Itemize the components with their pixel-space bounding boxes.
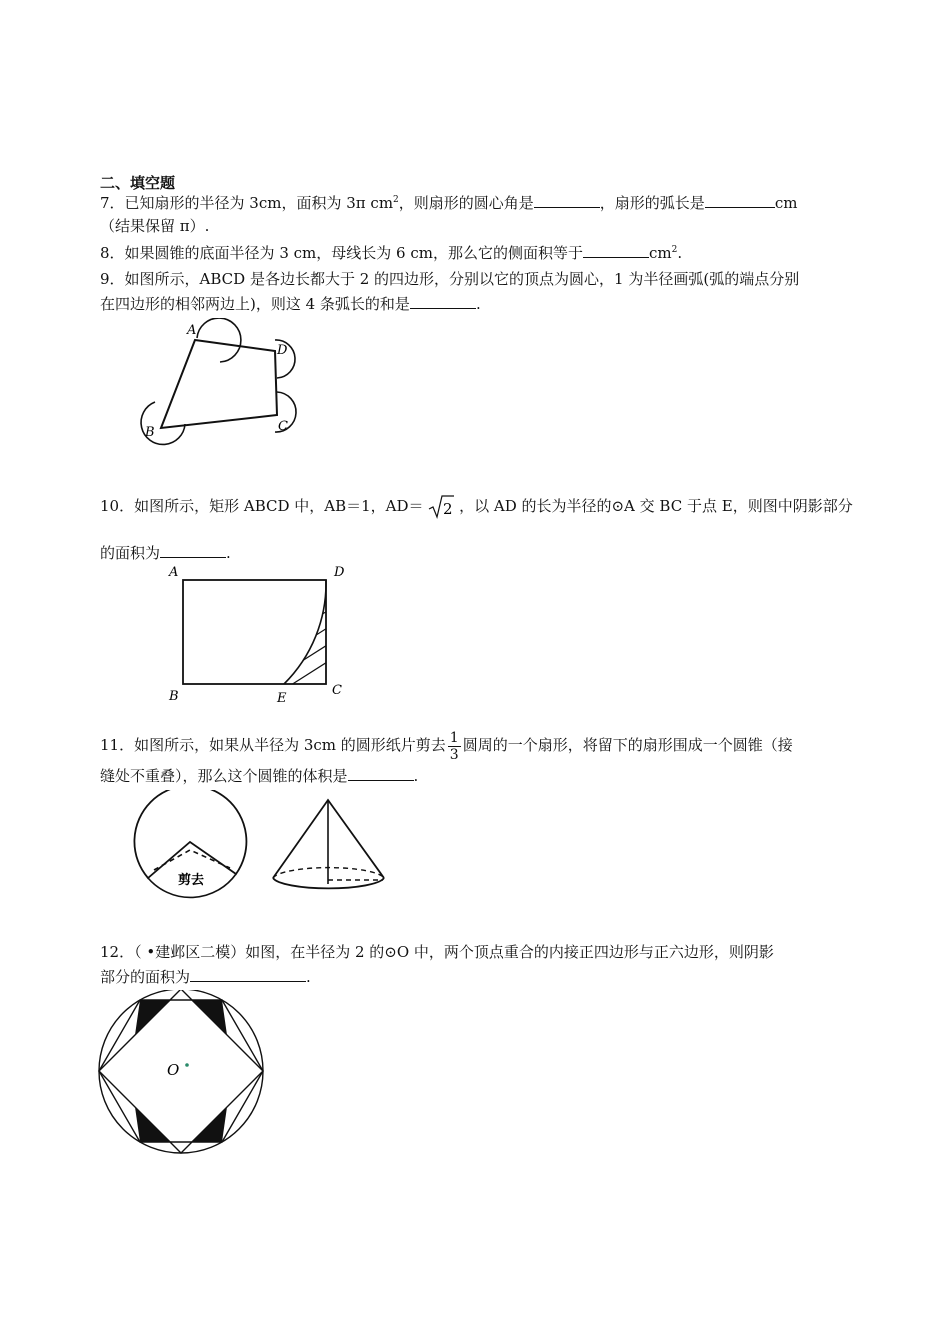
section-title: 二、填空题	[100, 174, 176, 192]
q9-label-b: B	[145, 425, 155, 440]
fraction-denominator: 3	[449, 746, 459, 763]
q10-text-b: ，以 AD 的长为半径的⊙A 交 BC 于点 E，则图中阴影部分	[459, 497, 853, 515]
q7-line1	[100, 193, 797, 213]
q10-sqrt-value: 2	[443, 500, 453, 518]
q12-line1: 12．（ •建邺区二模）如图，在半径为 2 的⊙O 中，两个顶点重合的内接正四边形与正六边形，则阴影	[100, 943, 774, 961]
q11-cut-label: 剪去	[178, 873, 205, 888]
q9-line1: 9．如图所示，ABCD 是各边长都大于 2 的四边形，分别以它的顶点为圆心，1 为半径画弧(弧的端点分别	[100, 270, 800, 288]
q11-blank[interactable]	[348, 766, 414, 781]
q9-blank[interactable]	[410, 294, 476, 309]
q12-blank[interactable]	[190, 967, 306, 982]
q11-text-a: 11．如图所示，如果从半径为 3cm 的圆形纸片剪去	[100, 736, 446, 754]
q8-blank[interactable]	[583, 243, 649, 258]
cut-dashed-line	[154, 850, 230, 870]
q10-blank[interactable]	[160, 543, 226, 558]
q10-line2	[100, 543, 231, 563]
q10-label-e: E	[277, 691, 287, 704]
q8-line	[100, 243, 682, 263]
q7-blank-arc[interactable]	[705, 193, 775, 208]
q7-sup: 2	[393, 195, 399, 205]
fraction-numerator: 1	[449, 729, 459, 746]
q9-label-a: A	[187, 323, 197, 338]
q11-figure	[128, 790, 398, 900]
q7-text-d: cm	[774, 194, 798, 212]
center-point	[185, 1063, 189, 1067]
q11-text-c: 缝处不重叠），那么这个圆锥的体积是	[100, 767, 348, 785]
q8-sup: 2	[671, 245, 678, 255]
arc-a	[197, 318, 241, 362]
q7-line2: （结果保留 π）.	[100, 217, 210, 235]
q10-figure	[160, 562, 360, 704]
q10-label-a: A	[169, 565, 179, 580]
fraction	[448, 730, 461, 763]
q10-text-c: 的面积为	[100, 544, 161, 562]
q7-blank-angle[interactable]	[534, 193, 600, 208]
q7-text-c: ，扇形的弧长是	[599, 194, 705, 212]
q9-figure	[125, 318, 305, 458]
q10-label-b: B	[169, 689, 179, 704]
circle-o	[99, 990, 263, 1153]
q12-text-a: 部分的面积为	[100, 968, 191, 986]
hexagon	[99, 1000, 263, 1142]
arc-de	[284, 580, 326, 684]
q10-label-d: D	[334, 565, 345, 580]
q9-text-b: .	[475, 295, 481, 313]
q12-text-b: .	[306, 968, 311, 986]
square	[99, 990, 263, 1153]
q10-text-d: .	[226, 544, 231, 562]
q12-figure	[96, 990, 268, 1154]
q9-label-d: D	[277, 343, 288, 358]
q8-text-b: cm	[648, 244, 672, 262]
q11-text-b: 圆周的一个扇形，将留下的扇形围成一个圆锥（接	[462, 736, 793, 754]
q7-text-a: 7．已知扇形的半径为 3cm，面积为 3π cm	[100, 194, 394, 212]
q11-line1	[100, 727, 793, 763]
q8-text-c: .	[677, 244, 683, 262]
q10-text-a: 10．如图所示，矩形 ABCD 中，AB＝1，AD＝	[100, 497, 424, 515]
q10-line1	[100, 494, 853, 520]
q12-label-o: O	[167, 1061, 180, 1079]
quadrilateral-abcd	[161, 340, 277, 428]
cut-circle	[134, 790, 246, 878]
q11-line2	[100, 766, 418, 786]
rectangle-abcd	[183, 580, 326, 684]
q12-line2	[100, 967, 311, 987]
q8-text-a: 8．如果圆锥的底面半径为 3 cm，母线长为 6 cm，那么它的侧面积等于	[100, 244, 583, 262]
q9-label-c: C	[278, 419, 288, 434]
q9-text-a: 在四边形的相邻两边上)，则这 4 条弧长的和是	[100, 295, 410, 313]
sqrt-symbol	[428, 494, 454, 520]
q10-label-c: C	[332, 683, 342, 698]
q7-text-b: ，则扇形的圆心角是	[398, 194, 534, 212]
q9-line2	[100, 294, 481, 314]
q11-text-d: .	[413, 767, 419, 785]
